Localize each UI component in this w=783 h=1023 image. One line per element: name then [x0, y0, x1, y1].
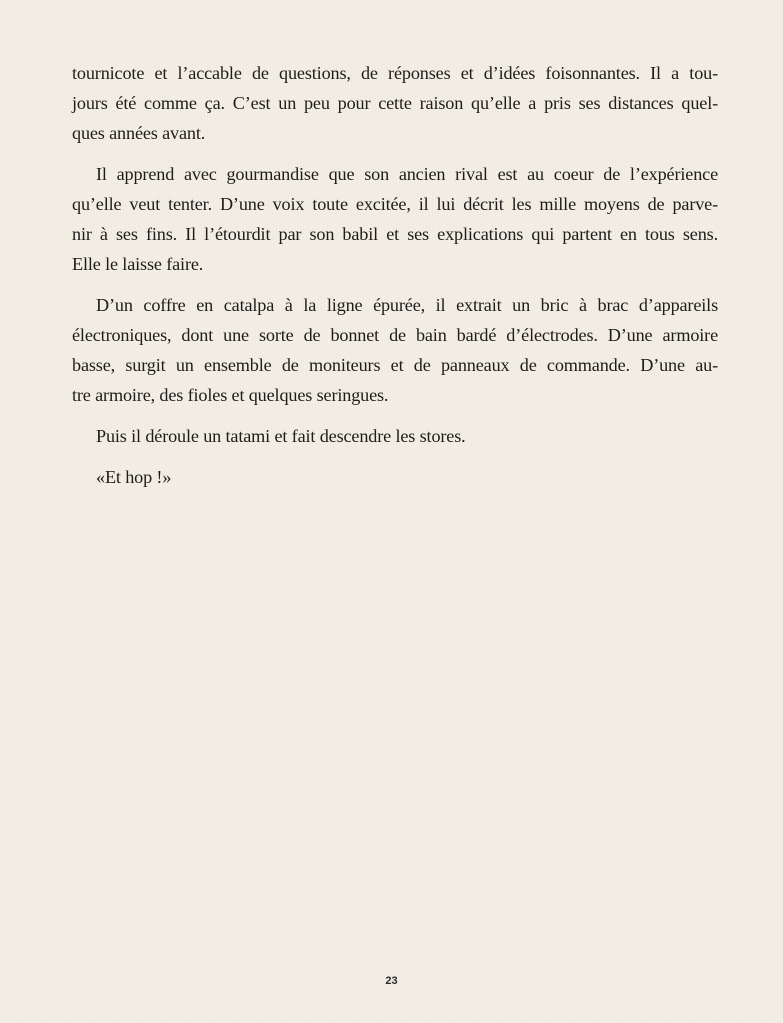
text-line: basse, surgit un ensemble de moniteurs et de panneaux de commande. D’une au-	[72, 355, 718, 375]
paragraph-5	[72, 462, 718, 492]
text-line: électroniques, dont une sorte de bonnet de bain bardé d’électrodes. D’une armoire	[72, 325, 718, 345]
paragraph-4	[72, 421, 718, 451]
paragraph-2	[72, 159, 718, 279]
paragraph-1	[72, 58, 718, 148]
paragraph-3	[72, 290, 718, 410]
text-line: Il apprend avec gourmandise que son ancien rival est au coeur de l’expérience	[96, 164, 718, 184]
text-line: tre armoire, des fioles et quelques seringues.	[72, 385, 389, 405]
page-number: 23	[385, 975, 398, 987]
text-line: D’un coffre en catalpa à la ligne épurée, il extrait un bric à brac d’appareils	[96, 295, 718, 315]
text-line: «Et hop !»	[96, 467, 172, 487]
text-line: qu’elle veut tenter. D’une voix toute excitée, il lui décrit les mille moyens de parve-	[72, 194, 718, 214]
text-line: ques années avant.	[72, 123, 206, 143]
text-line: Puis il déroule un tatami et fait descendre les stores.	[96, 426, 466, 446]
page-body	[72, 58, 718, 503]
text-line: nir à ses fins. Il l’étourdit par son babil et ses explications qui partent en tous sens.	[72, 224, 718, 244]
text-line: jours été comme ça. C’est un peu pour cette raison qu’elle a pris ses distances quel-	[72, 93, 718, 113]
text-line: tournicote et l’accable de questions, de réponses et d’idées foisonnantes. Il a tou-	[72, 63, 718, 83]
text-line: Elle le laisse faire.	[72, 254, 204, 274]
